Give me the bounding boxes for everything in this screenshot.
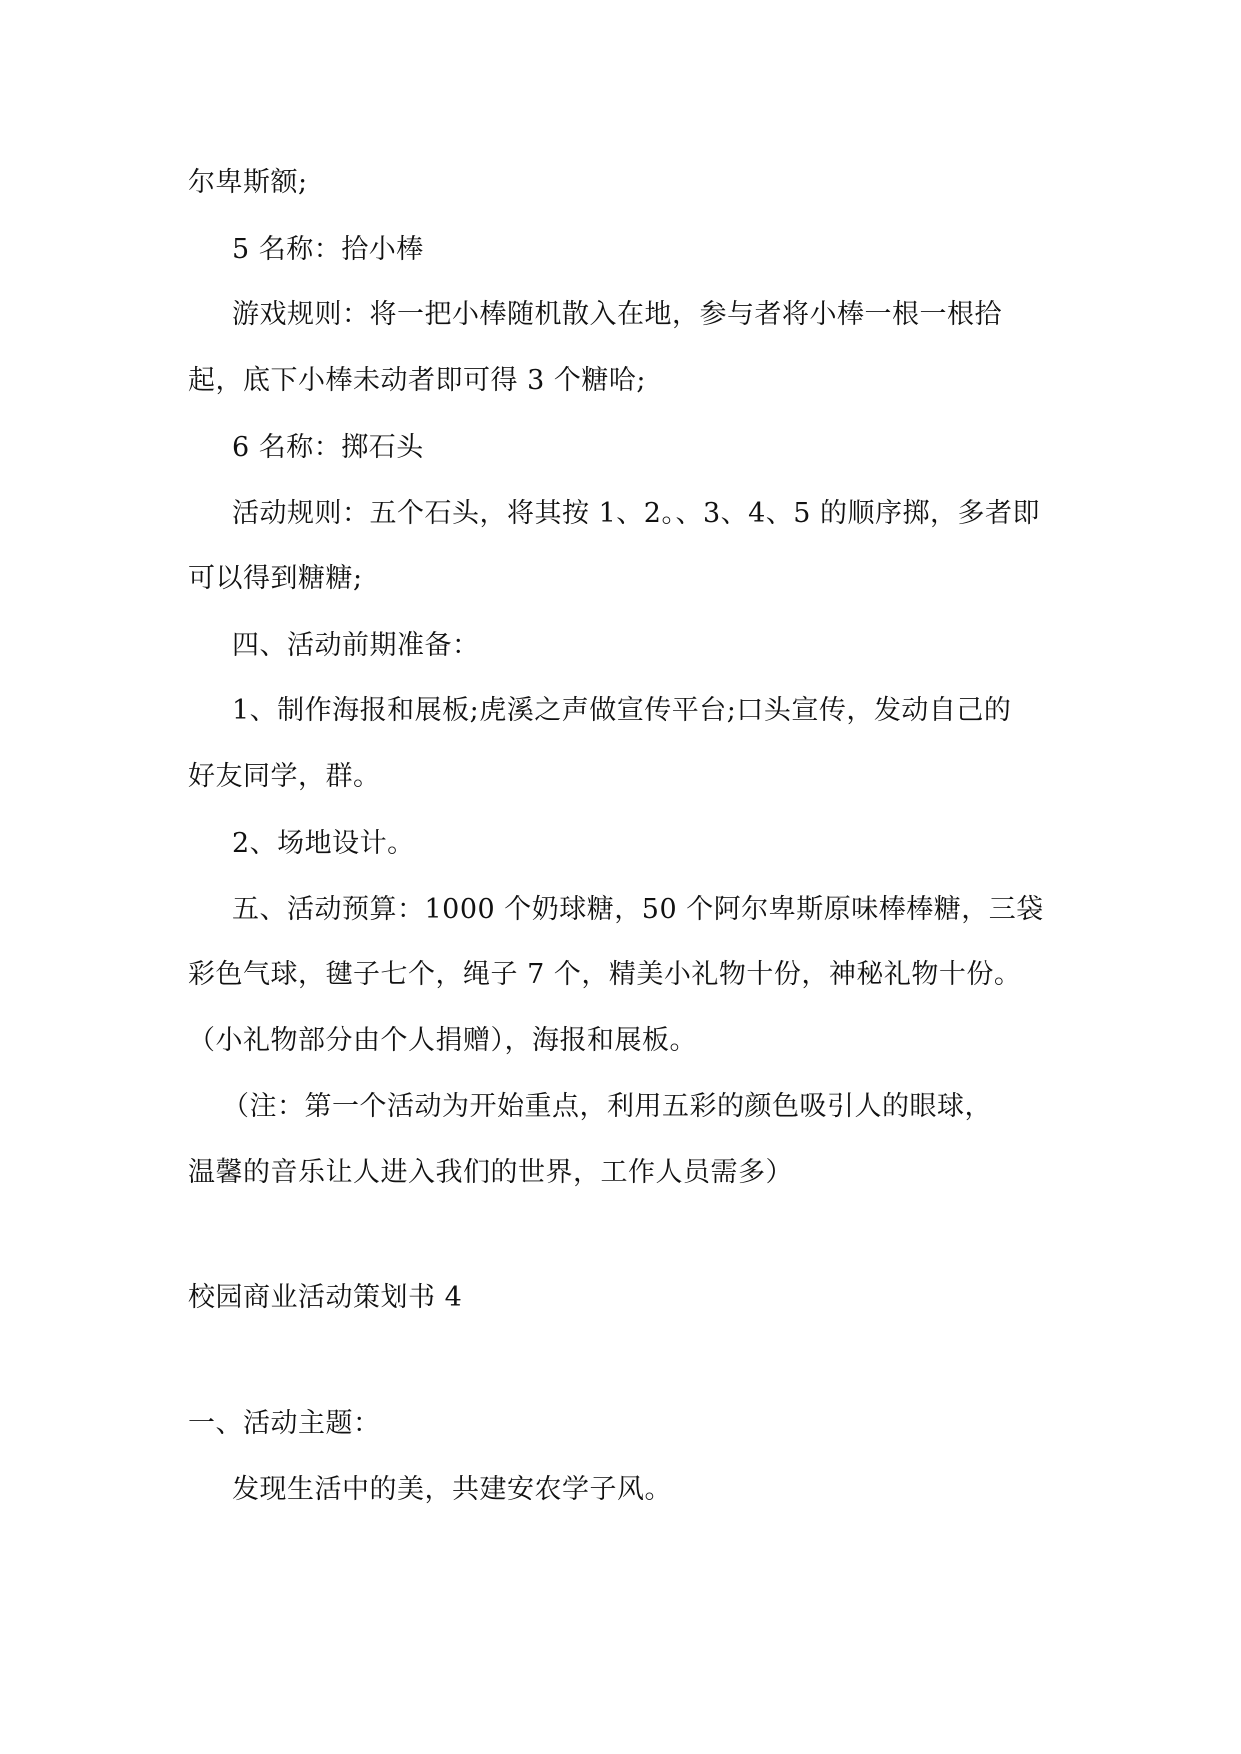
item-5-title: 5 名称：拾小棒 — [232, 234, 424, 265]
game-rule-line: 起，底下小棒未动者即可得 3 个糖哈; — [188, 365, 646, 396]
activity-rule-line: 可以得到糖糖; — [188, 563, 363, 594]
preparation-line: 1、制作海报和展板;虎溪之声做宣传平台;口头宣传，发动自己的 — [232, 695, 1012, 726]
activity-rule-line: 活动规则：五个石头，将其按 1、2。、3、4、5 的顺序掷，多者即 — [232, 498, 1041, 529]
theme-text: 发现生活中的美，共建安农学子风。 — [232, 1474, 672, 1505]
item-6-title: 6 名称：掷石头 — [232, 432, 424, 463]
document-title: 校园商业活动策划书 4 — [188, 1282, 463, 1313]
section-heading: 四、活动前期准备： — [232, 630, 480, 661]
preparation-line: 好友同学，群。 — [188, 761, 381, 792]
paragraph-line: 尔卑斯额; — [188, 167, 308, 198]
note-line: 温馨的音乐让人进入我们的世界，工作人员需多） — [188, 1157, 793, 1188]
section-heading: 一、活动主题： — [188, 1408, 381, 1439]
budget-line: 彩色气球，毽子七个，绳子 7 个，精美小礼物十份，神秘礼物十份。 — [188, 959, 1022, 990]
note-line: （注：第一个活动为开始重点，利用五彩的颜色吸引人的眼球， — [222, 1091, 992, 1122]
preparation-line: 2、场地设计。 — [232, 828, 415, 859]
game-rule-line: 游戏规则：将一把小棒随机散入在地，参与者将小棒一根一根拾 — [232, 299, 1002, 330]
budget-line: 五、活动预算：1000 个奶球糖，50 个阿尔卑斯原味棒棒糖，三袋 — [232, 894, 1044, 925]
budget-line: （小礼物部分由个人捐赠），海报和展板。 — [188, 1025, 697, 1056]
